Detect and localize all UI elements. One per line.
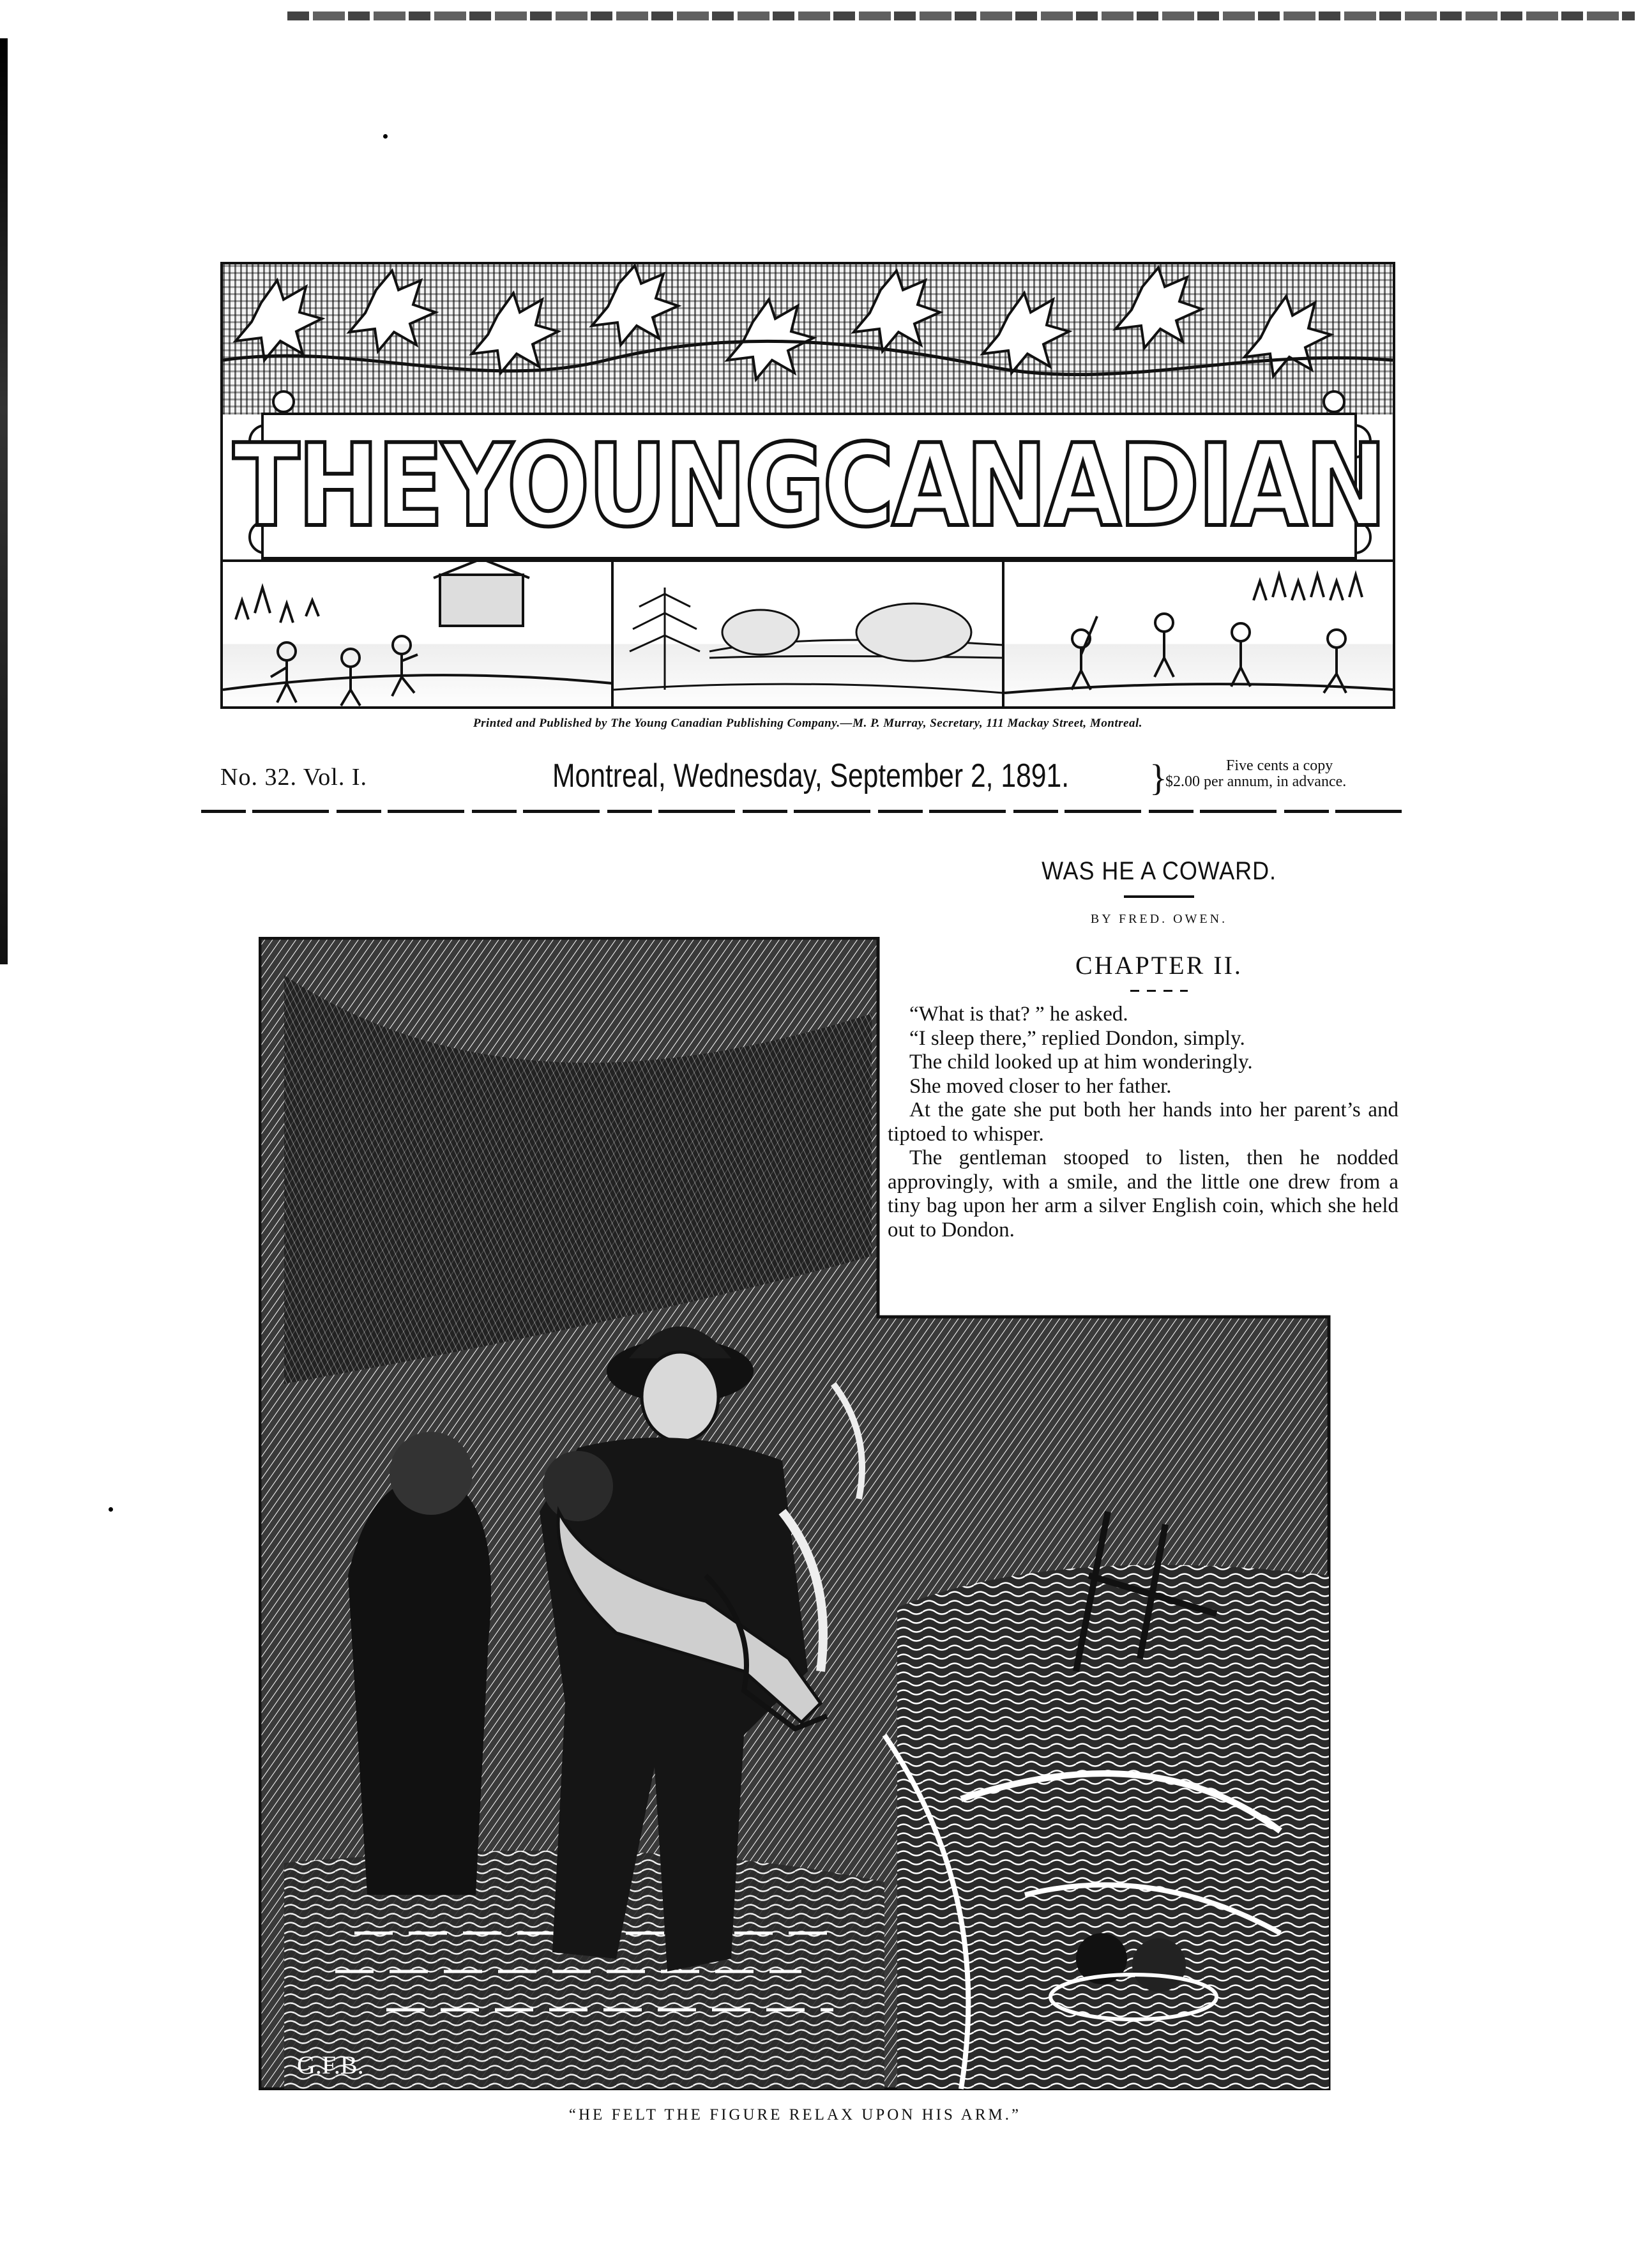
story-paragraph: At the gate she put both her hands into her parent’s and tiptoed to whisper. [888, 1098, 1398, 1146]
story-paragraph: The gentleman stooped to listen, then he nodded approvingly, with a smile, and the little one drew from a tiny bag upon her arm a silver English coin, which she held out to Dondon. [888, 1146, 1398, 1241]
story-paragraph: “I sleep there,” replied Dondon, simply. [909, 1026, 1245, 1050]
story-paragraph: The child looked up at him wonderingly. [909, 1051, 1253, 1074]
engraving-illustration [259, 937, 1331, 2090]
brace-glyph: } [1149, 757, 1167, 798]
newspaper-title: THEYOUNGCANADIAN [233, 420, 1385, 552]
title-panel [233, 413, 1385, 559]
byline: BY FRED. OWEN. [1090, 912, 1228, 926]
chapter-heading: CHAPTER II. [1075, 951, 1243, 980]
publisher-line: Printed and Published by The Young Canadian Publishing Company.—M. P. Murray, Secretary, 111 Mackay Street, Montreal. [473, 717, 1143, 730]
vignette-winter-play [223, 562, 614, 709]
dateline [220, 757, 1402, 808]
place-and-date: Montreal, Wednesday, September 2, 1891. [552, 757, 1070, 794]
price-info [1165, 758, 1346, 790]
maple-leaf-border [223, 264, 1393, 414]
scan-speck [383, 134, 388, 139]
story-paragraph: “What is that? ” he asked. [909, 1003, 1128, 1026]
dateline-rule [201, 810, 1402, 813]
vignette-landscape [614, 562, 1004, 709]
scan-speck [109, 1507, 113, 1512]
masthead-banner [220, 262, 1395, 709]
masthead-vignettes [223, 559, 1393, 709]
price-single: Five cents a copy [1226, 757, 1333, 774]
maple-leaves-illustration [223, 264, 1393, 414]
left-scan-edge [0, 38, 8, 964]
vignette-snowball-fight [1004, 562, 1393, 709]
price-annual: $2.00 per annum, in advance. [1165, 773, 1347, 791]
issue-number: No. 32. Vol. I. [220, 764, 368, 791]
engraver-signature: G.F.B. [297, 2051, 364, 2079]
top-scan-rule [287, 11, 1635, 20]
story-paragraph: She moved closer to her father. [909, 1074, 1172, 1098]
illustration-caption: “HE FELT THE FIGURE RELAX UPON HIS ARM.” [568, 2106, 1022, 2123]
story-title: WAS HE A COWARD. [1042, 857, 1277, 885]
title-rule [1124, 895, 1194, 898]
